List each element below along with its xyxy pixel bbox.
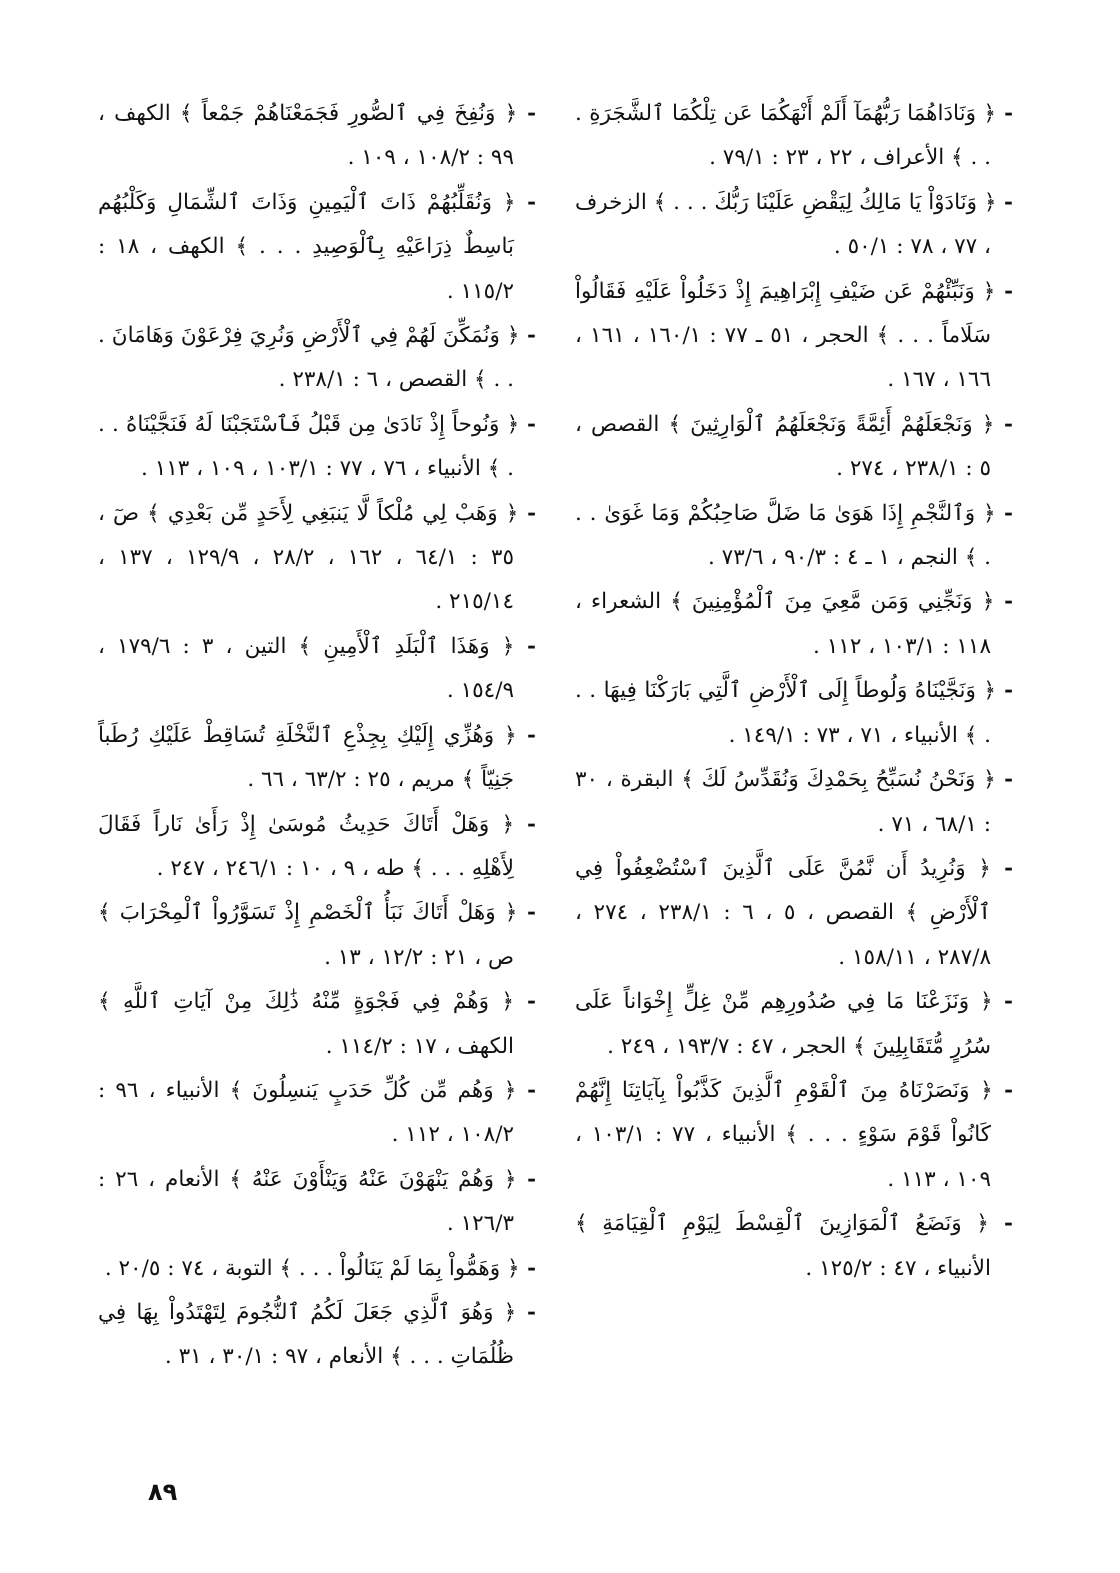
index-entry: - ﴿ وَنُقَلِّبُهُمْ ذَاتَ ٱلْيَمِينِ وَذَاتَ ٱلشِّمَالِ وَكَلْبُهُم بَاسِطٌ ذِرَاعَيْهِ بِٱلْوَصِيدِ . . . ﴾ الكهف ، ١٨ : ١١٥/٢ . bbox=[98, 181, 536, 314]
index-entry: - ﴿ وَنَبِّئْهُمْ عَن ضَيْفِ إِبْرَاهِيمَ إِذْ دَخَلُواْ عَلَيْهِ فَقَالُواْ سَلَاماً . . . ﴾ الحجر ، ٥١ ـ ٧٧ : ١٦٠/١ ، ١٦١ ، ١٦٦ ، ١٦٧ . bbox=[575, 270, 1013, 403]
index-entry: - ﴿ وَنَضَعُ ٱلْمَوَازِينَ ٱلْقِسْطَ لِيَوْمِ ٱلْقِيَامَةِ ﴾ الأنبياء ، ٤٧ : ١٢٥/٢ . bbox=[575, 1202, 1013, 1291]
index-entry: - ﴿ وَهُمْ فِي فَجْوَةٍ مِّنْهُ ذَٰلِكَ مِنْ آيَاتِ ٱللَّهِ ﴾ الكهف ، ١٧ : ١١٤/٢ . bbox=[98, 980, 536, 1069]
index-entry: - ﴿ وَهَلْ أَتَاكَ نَبَأُ ٱلْخَصْمِ إِذْ تَسَوَّرُواْ ٱلْمِحْرَابَ ﴾ ص ، ٢١ : ١٢/٢ ، ١٣ . bbox=[98, 891, 536, 980]
left-column bbox=[98, 92, 536, 1380]
index-entry: - ﴿ وَنُوحاً إِذْ نَادَىٰ مِن قَبْلُ فَٱسْتَجَبْنَا لَهُ فَنَجَّيْنَاهُ . . . ﴾ الأنبياء ، ٧٦ ، ٧٧ : ١٠٣/١ ، ١٠٩ ، ١١٣ . bbox=[98, 403, 536, 492]
index-entry: - ﴿ وَهُم مِّن كُلِّ حَدَبٍ يَنسِلُونَ ﴾ الأنبياء ، ٩٦ : ١٠٨/٢ ، ١١٢ . bbox=[98, 1069, 536, 1158]
index-entry: - ﴿ وَنَصَرْنَاهُ مِنَ ٱلْقَوْمِ ٱلَّذِينَ كَذَّبُواْ بِآيَاتِنَا إِنَّهُمْ كَانُواْ قَوْمَ سَوْءٍ . . . ﴾ الأنبياء ، ٧٧ : ١٠٣/١ ، ١٠٩ ، ١١٣ . bbox=[575, 1069, 1013, 1202]
index-entry: - ﴿ وَنُمَكِّنَ لَهُمْ فِي ٱلْأَرْضِ وَنُرِيَ فِرْعَوْنَ وَهَامَانَ . . . ﴾ القصص ، ٦ : ٢٣٨/١ . bbox=[98, 314, 536, 403]
index-entry: - ﴿ وَهَلْ أَتَاكَ حَدِيثُ مُوسَىٰ إِذْ رَأَىٰ نَاراً فَقَالَ لِأَهْلِهِ . . . ﴾ طه ، ٩ ، ١٠ : ٢٤٦/١ ، ٢٤٧ . bbox=[98, 803, 536, 892]
index-entry: - ﴿ وَٱلنَّجْمِ إِذَا هَوَىٰ مَا ضَلَّ صَاحِبُكُمْ وَمَا غَوَىٰ . . . ﴾ النجم ، ١ ـ ٤ : ٩٠/٣ ، ٧٣/٦ . bbox=[575, 492, 1013, 581]
index-entry: - ﴿ وَنَجَّيْنَاهُ وَلُوطاً إِلَى ٱلْأَرْضِ ٱلَّتِي بَارَكْنَا فِيهَا . . . ﴾ الأنبياء ، ٧١ ، ٧٣ : ١٤٩/١ . bbox=[575, 669, 1013, 758]
index-entry: - ﴿ وَنَجْعَلَهُمْ أَئِمَّةً وَنَجْعَلَهُمُ ٱلْوَارِثِينَ ﴾ القصص ، ٥ : ٢٣٨/١ ، ٢٧٤ . bbox=[575, 403, 1013, 492]
index-entry: - ﴿ وَهُمْ يَنْهَوْنَ عَنْهُ وَيَنْأَوْنَ عَنْهُ ﴾ الأنعام ، ٢٦ : ١٢٦/٣ . bbox=[98, 1158, 536, 1247]
index-entry: - ﴿ وَهَبْ لِي مُلْكاً لَّا يَنبَغِي لِأَحَدٍ مِّن بَعْدِي ﴾ صٓ ، ٣٥ : ٦٤/١ ، ١٦٢ ، ٢٨/٢ ، ١٢٩/٩ ، ١٣٧ ، ٢١٥/١٤ . bbox=[98, 492, 536, 625]
index-entry: - ﴿ وَهُزِّي إِلَيْكِ بِجِذْعِ ٱلنَّخْلَةِ تُسَاقِطْ عَلَيْكِ رُطَباً جَنِيّاً ﴾ مريم ، ٢٥ : ٦٣/٢ ، ٦٦ . bbox=[98, 714, 536, 803]
index-entry: - ﴿ وَنُفِخَ فِي ٱلصُّورِ فَجَمَعْنَاهُمْ جَمْعاً ﴾ الكهف ، ٩٩ : ١٠٨/٢ ، ١٠٩ . bbox=[98, 92, 536, 181]
right-column bbox=[575, 92, 1013, 1291]
index-entry: - ﴿ وَهُوَ ٱلَّذِي جَعَلَ لَكُمُ ٱلنُّجُومَ لِتَهْتَدُواْ بِهَا فِي ظُلُمَاتِ . . . ﴾ الأنعام ، ٩٧ : ٣٠/١ ، ٣١ . bbox=[98, 1291, 536, 1380]
index-entry: - ﴿ وَنَحْنُ نُسَبِّحُ بِحَمْدِكَ وَنُقَدِّسُ لَكَ ﴾ البقرة ، ٣٠ : ٦٨/١ ، ٧١ . bbox=[575, 758, 1013, 847]
index-entry: - ﴿ وَهَذَا ٱلْبَلَدِ ٱلْأَمِينِ ﴾ التين ، ٣ : ١٧٩/٦ ، ١٥٤/٩ . bbox=[98, 625, 536, 714]
index-entry: - ﴿ وَنُرِيدُ أَن نَّمُنَّ عَلَى ٱلَّذِينَ ٱسْتُضْعِفُواْ فِي ٱلْأَرْضِ ﴾ القصص ، ٥ ، ٦ : ٢٣٨/١ ، ٢٧٤ ، ٢٨٧/٨ ، ١٥٨/١١ . bbox=[575, 847, 1013, 980]
index-entry: - ﴿ وَنَجِّنِي وَمَن مَّعِيَ مِنَ ٱلْمُؤْمِنِينَ ﴾ الشعراء ، ١١٨ : ١٠٣/١ ، ١١٢ . bbox=[575, 580, 1013, 669]
page-number: ٨٩ bbox=[148, 1478, 178, 1506]
index-entry: - ﴿ وَنَزَعْنَا مَا فِي صُدُورِهِم مِّنْ غِلٍّ إِخْوَاناً عَلَى سُرُرٍ مُّتَقَابِلِينَ ﴾ الحجر ، ٤٧ : ١٩٣/٧ ، ٢٤٩ . bbox=[575, 980, 1013, 1069]
index-entry: - ﴿ وَنَادَوْاْ يَا مَالِكُ لِيَقْضِ عَلَيْنَا رَبُّكَ . . . ﴾ الزخرف ، ٧٧ ، ٧٨ : ٥٠/١ . bbox=[575, 181, 1013, 270]
index-entry: - ﴿ وَهَمُّواْ بِمَا لَمْ يَنَالُواْ . . . ﴾ التوبة ، ٧٤ : ٢٠/٥ . bbox=[98, 1247, 536, 1291]
index-entry: - ﴿ وَنَادَاهُمَا رَبُّهُمَآ أَلَمْ أَنْهَكُمَا عَن تِلْكُمَا ٱلشَّجَرَةِ . . . ﴾ الأعراف ، ٢٢ ، ٢٣ : ٧٩/١ . bbox=[575, 92, 1013, 181]
